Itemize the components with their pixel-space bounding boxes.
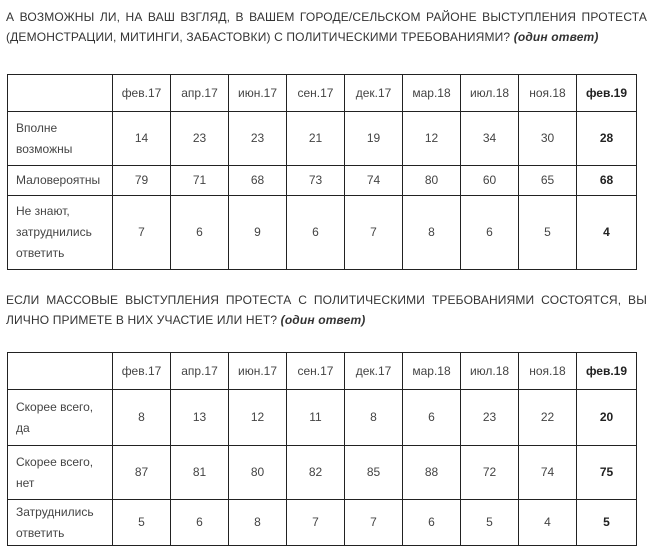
row-label-line: Маловероятны: [16, 173, 101, 187]
row-label-line: ответить: [16, 525, 65, 540]
table-cell: 60: [461, 166, 519, 196]
table-cell: 72: [461, 446, 519, 500]
table-cell: 12: [403, 112, 461, 166]
table-row: [8, 500, 637, 546]
row-label: [8, 390, 113, 446]
table-cell: 74: [519, 446, 577, 500]
table-cell: 22: [519, 390, 577, 446]
row-label: [8, 500, 113, 546]
column-header: июл.18: [461, 353, 519, 390]
table-cell: 6: [171, 196, 229, 270]
column-header: фев.19: [577, 353, 637, 390]
row-label: [8, 166, 113, 196]
table-cell: 13: [171, 390, 229, 446]
table-cell: 7: [287, 500, 345, 546]
table-cell: 8: [403, 196, 461, 270]
table-cell: 23: [171, 112, 229, 166]
column-header: дек.17: [345, 353, 403, 390]
table-cell: 7: [345, 500, 403, 546]
row-label-line: возможны: [16, 141, 73, 156]
row-label-line: да: [16, 420, 30, 435]
column-header: июл.18: [461, 75, 519, 112]
survey-table-2-body: [8, 353, 637, 546]
column-header: дек.17: [345, 75, 403, 112]
table-cell: 79: [113, 166, 171, 196]
row-label-line: Затруднились: [16, 504, 94, 519]
table-cell: 5: [461, 500, 519, 546]
row-label-line: Скорее всего,: [16, 399, 94, 414]
column-header: ноя.18: [519, 353, 577, 390]
table-cell: 73: [287, 166, 345, 196]
column-header: фев.19: [577, 75, 637, 112]
table-cell: 28: [577, 112, 637, 166]
table-cell: 12: [229, 390, 287, 446]
column-header: июн.17: [229, 75, 287, 112]
column-header: ноя.18: [519, 75, 577, 112]
question-2-text: ЕСЛИ МАССОВЫЕ ВЫСТУПЛЕНИЯ ПРОТЕСТА С ПОЛИТИЧЕСКИМИ ТРЕБОВАНИЯМИ СОСТОЯТСЯ, ВЫ ЛИЧНО ПРИМЕТЕ В НИХ УЧАСТИЕ ИЛИ НЕТ?: [6, 293, 647, 327]
row-label-line: ответить: [16, 246, 65, 260]
row-label-line: Вполне: [16, 120, 58, 135]
table-cell: 21: [287, 112, 345, 166]
row-label-line: Скорее всего,: [16, 454, 94, 469]
table-cell: 6: [403, 390, 461, 446]
column-header: мар.18: [403, 75, 461, 112]
table-cell: 11: [287, 390, 345, 446]
row-label: [8, 196, 113, 270]
table-cell: 82: [287, 446, 345, 500]
table-cell: 20: [577, 390, 637, 446]
table-cell: 71: [171, 166, 229, 196]
table-row: [8, 112, 637, 166]
table-cell: 5: [113, 500, 171, 546]
column-header: мар.18: [403, 353, 461, 390]
question-2-note: (один ответ): [280, 313, 366, 327]
table-cell: 4: [519, 500, 577, 546]
header-row: [8, 353, 637, 390]
corner-cell: [8, 75, 113, 112]
table-cell: 68: [577, 166, 637, 196]
table-cell: 5: [519, 196, 577, 270]
table-row: [8, 446, 637, 500]
row-label-line: Не знают,: [16, 204, 70, 218]
table-cell: 65: [519, 166, 577, 196]
table-cell: 87: [113, 446, 171, 500]
column-header: сен.17: [287, 75, 345, 112]
table-cell: 9: [229, 196, 287, 270]
table-cell: 68: [229, 166, 287, 196]
survey-table-1-body: [8, 75, 637, 270]
table-cell: 7: [345, 196, 403, 270]
table-row: [8, 166, 637, 196]
table-cell: 5: [577, 500, 637, 546]
table-cell: 30: [519, 112, 577, 166]
question-1-note: (один ответ): [513, 30, 599, 44]
table-cell: 81: [171, 446, 229, 500]
table-cell: 8: [345, 390, 403, 446]
table-cell: 75: [577, 446, 637, 500]
column-header: сен.17: [287, 353, 345, 390]
column-header: апр.17: [171, 353, 229, 390]
table-cell: 23: [229, 112, 287, 166]
column-header: фев.17: [113, 75, 171, 112]
column-header: фев.17: [113, 353, 171, 390]
question-1-text: А ВОЗМОЖНЫ ЛИ, НА ВАШ ВЗГЛЯД, В ВАШЕМ ГОРОДЕ/СЕЛЬСКОМ РАЙОНЕ ВЫСТУПЛЕНИЯ ПРОТЕСТА (ДЕМОНСТРАЦИИ, МИТИНГИ, ЗАБАСТОВКИ) С ПОЛИТИЧЕСКИМИ ТРЕБОВАНИЯМИ?: [6, 10, 647, 44]
table-cell: 19: [345, 112, 403, 166]
table-cell: 7: [113, 196, 171, 270]
row-label: [8, 446, 113, 500]
table-row: [8, 390, 637, 446]
column-header: апр.17: [171, 75, 229, 112]
table-cell: 88: [403, 446, 461, 500]
table-cell: 85: [345, 446, 403, 500]
row-label: [8, 112, 113, 166]
question-2: [6, 290, 647, 330]
survey-table-2: [7, 352, 637, 546]
row-label-line: нет: [16, 475, 35, 490]
survey-table-1: [7, 74, 637, 270]
table-cell: 6: [403, 500, 461, 546]
row-label-line: затруднились: [16, 225, 92, 239]
header-row: [8, 75, 637, 112]
table-cell: 80: [229, 446, 287, 500]
table-cell: 6: [461, 196, 519, 270]
table-cell: 6: [287, 196, 345, 270]
table-cell: 80: [403, 166, 461, 196]
table-cell: 8: [229, 500, 287, 546]
table-cell: 4: [577, 196, 637, 270]
corner-cell: [8, 353, 113, 390]
column-header: июн.17: [229, 353, 287, 390]
table-cell: 8: [113, 390, 171, 446]
table-cell: 6: [171, 500, 229, 546]
table-cell: 23: [461, 390, 519, 446]
table-row: [8, 196, 637, 270]
table-cell: 74: [345, 166, 403, 196]
table-cell: 14: [113, 112, 171, 166]
question-1: [6, 7, 647, 47]
table-cell: 34: [461, 112, 519, 166]
